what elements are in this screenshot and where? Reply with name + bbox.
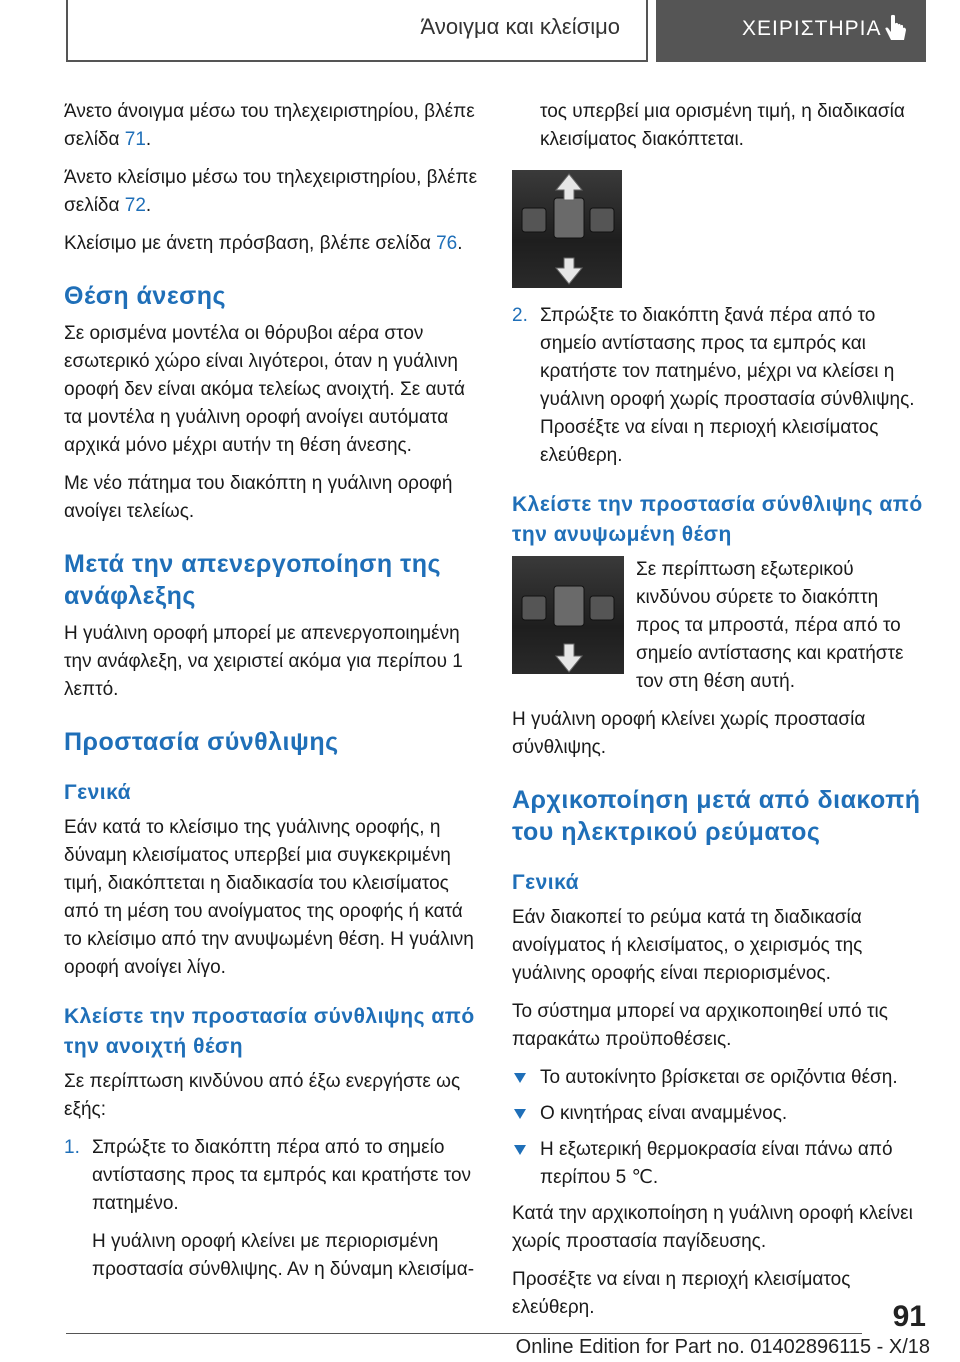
heading-close-from-raised: Κλείστε την προστασία σύνθλιψης από την ανυψωμένη θέση: [512, 493, 923, 546]
heading-comfort-position: Θέση άνεσης: [64, 282, 227, 310]
heading-general: Γενικά: [64, 781, 132, 804]
paragraph: Η γυάλινη οροφή μπορεί με απενεργοποιημένη την ανάφλεξη, να χειριστεί ακόμα για περίπου 1 λεπτό.: [64, 623, 463, 700]
bullet-text: Το αυτοκίνητο βρίσκεται σε οριζόντια θέση.: [540, 1067, 898, 1088]
list-item: [512, 1064, 926, 1092]
paragraph: Προσέξτε να είναι η περιοχή κλεισίματος ελεύθερη.: [512, 1269, 851, 1318]
list-item: [512, 1100, 926, 1128]
paragraph: Με νέο πάτημα του διακόπτη η γυάλινη οροφή ανοίγει τελείως.: [64, 473, 453, 522]
paragraph: Εάν διακοπεί το ρεύμα κατά τη διαδικασία ανοίγματος ή κλεισίματος, ο χειρισμός της γυάλινης οροφής είναι περιορισμένος.: [512, 907, 863, 984]
triangle-bullet-icon: [514, 1109, 526, 1119]
remote-open-ref: Άνετο άνοιγμα μέσω του τηλεχειριστηρίου, βλέπε σελίδα 71.: [64, 101, 475, 150]
heading-after-ignition-off: Μετά την απενεργοποίηση της ανάφλεξης: [64, 550, 442, 610]
step-number: 1.: [64, 1137, 80, 1158]
step-text: Σπρώξτε το διακόπτη πέρα από το σημείο αντίστασης προς τα εμπρός και κρατήστε τον πατημένο.: [92, 1137, 472, 1214]
ref-text: Κλείσιμο με άνετη πρόσβαση, βλέπε σελίδα: [64, 233, 437, 254]
header-box: [66, 0, 648, 62]
ref-text: Άνετο άνοιγμα μέσω του τηλεχειριστηρίου, βλέπε σελίδα: [64, 101, 475, 150]
roof-switch-image: [512, 170, 622, 288]
page-link[interactable]: 72: [124, 195, 146, 216]
switch-arrow-illustration: [512, 556, 624, 674]
step-number: 2.: [512, 305, 528, 326]
paragraph: Σε περίπτωση κινδύνου από έξω ενεργήστε ως εξής:: [64, 1071, 461, 1120]
remote-close-ref: Άνετο κλείσιμο μέσω του τηλεχειριστηρίου, βλέπε σελίδα 72.: [64, 167, 478, 216]
comfort-access-ref: Κλείσιμο με άνετη πρόσβαση, βλέπε σελίδα 76.: [64, 233, 463, 254]
footer-divider: [66, 1333, 862, 1334]
step-subtext: Η γυάλινη οροφή κλείνει με περιορισμένη προστασία σύνθλιψης. Αν η δύναμη κλεισίμα-: [92, 1231, 475, 1280]
page-number: 91: [892, 1300, 926, 1333]
page-link[interactable]: 76: [436, 233, 458, 254]
header-section-title: Άνοιγμα και κλείσιμο: [420, 14, 620, 39]
ref-text: Άνετο κλείσιμο μέσω του τηλεχειριστηρίου, βλέπε σελίδα: [64, 167, 478, 216]
list-item: [512, 302, 926, 470]
hand-pointer-icon: [882, 14, 910, 44]
triangle-bullet-icon: [514, 1145, 526, 1155]
paragraph: Σε περίπτωση εξωτερικού κινδύνου σύρετε το διακόπτη προς τα μπροστά, πέρα από το σημείο αντίστασης και κρατήστε τον στη θέση αυτή.: [636, 559, 904, 692]
step-text: Σπρώξτε το διακόπτη ξανά πέρα από το σημείο αντίστασης προς τα εμπρός και κρατήστε τον πατημένο, μέχρι να κλείσει η γυάλινη οροφή χωρίς προστασία σύνθλιψης. Προσέξτε να είναι η περιοχή κλεισίματος ελεύθερη.: [540, 305, 915, 466]
heading-close-from-open: Κλείστε την προστασία σύνθλιψης από την ανοιχτή θέση: [64, 1005, 475, 1058]
footer-edition: Online Edition for Part no. 01402896115 - X/18: [515, 1336, 930, 1358]
switch-arrows-illustration: [512, 170, 622, 288]
heading-init-after-power-loss: Αρχικοποίηση μετά από διακοπή του ηλεκτρικού ρεύματος: [512, 786, 921, 846]
heading-pinch-protection: Προστασία σύνθλιψης: [64, 728, 339, 756]
paragraph: Κατά την αρχικοποίηση η γυάλινη οροφή κλείνει χωρίς προστασία παγίδευσης.: [512, 1203, 913, 1252]
bullet-text: Η εξωτερική θερμοκρασία είναι πάνω από περίπου 5 ℃.: [540, 1139, 893, 1188]
page-link[interactable]: 71: [124, 129, 146, 150]
list-item: [64, 1134, 484, 1284]
chapter-label: ΧΕΙΡΙΣΤΗΡΙΑ: [742, 17, 882, 40]
paragraph: Το σύστημα μπορεί να αρχικοποιηθεί υπό τις παρακάτω προϋποθέσεις.: [512, 1001, 888, 1050]
paragraph: Η γυάλινη οροφή κλείνει χωρίς προστασία σύνθλιψης.: [512, 709, 866, 758]
paragraph: Σε ορισμένα μοντέλα οι θόρυβοι αέρα στον εσωτερικό χώρο είναι λιγότεροι, όταν η γυάλινη οροφή δεν είναι ακόμα τελείως ανοιχτή. Σε αυτά τα μοντέλα η γυάλινη οροφή ανοίγει αυτόματα αρχικά μόνο μέχρι αυτήν τη θέση άνεσης.: [64, 323, 466, 456]
right-column: [512, 98, 926, 1332]
left-column: [64, 98, 484, 1294]
raised-row: [512, 556, 926, 696]
roof-switch-image: [512, 556, 624, 674]
heading-general: Γενικά: [512, 871, 580, 894]
bullet-text: Ο κινητήρας είναι αναμμένος.: [540, 1103, 788, 1124]
paragraph: τος υπερβεί μια ορισμένη τιμή, η διαδικασία κλεισίματος διακόπτεται.: [540, 101, 905, 150]
header-chapter-tab: [656, 0, 926, 62]
triangle-bullet-icon: [514, 1073, 526, 1083]
paragraph: Εάν κατά το κλείσιμο της γυάλινης οροφής, η δύναμη κλεισίματος υπερβεί μια συγκεκριμένη τιμή, διακόπτεται η διαδικασία του κλεισίματος από τη μέση του ανοίγματος της οροφής ή κατά το κλείσιμο από την ανυψωμένη θέση. Η γυάλινη οροφή ανοίγει λίγο.: [64, 817, 474, 978]
list-item: [512, 1136, 926, 1192]
